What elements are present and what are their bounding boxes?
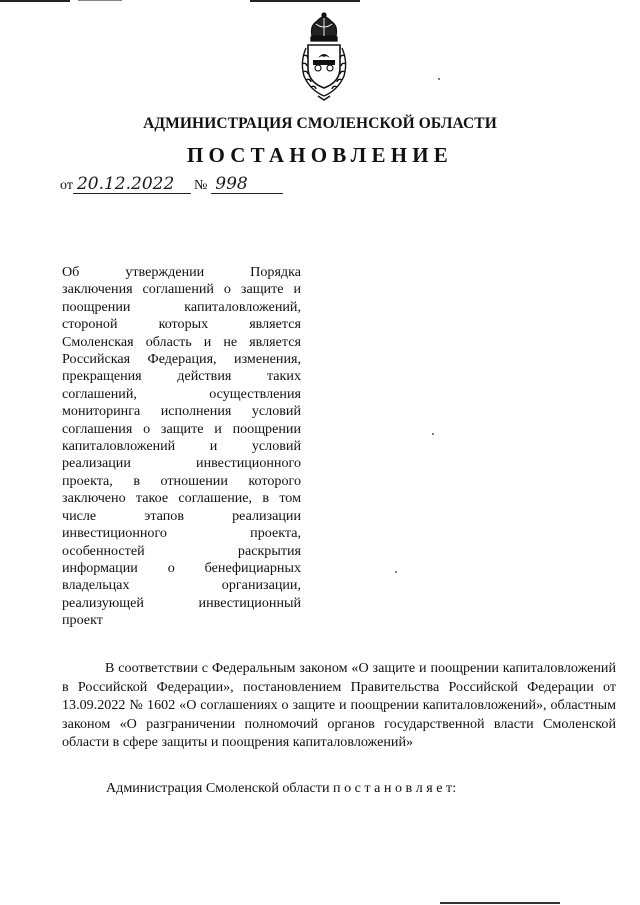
- resolve-line: Администрация Смоленской области п о с т а н о в л я е т:: [106, 780, 457, 796]
- subject-line: особенностей раскрытия: [62, 542, 301, 559]
- document-date-number-row: [60, 176, 283, 194]
- number-prefix: №: [193, 178, 208, 193]
- subject-line: заключено такое соглашение, в том: [62, 490, 301, 507]
- subject-line: соглашений, осуществления: [62, 385, 301, 402]
- subject-line: владельцах организации,: [62, 577, 301, 594]
- subject-line: соглашения о защите и поощрении: [62, 420, 301, 437]
- subject-line: информации о бенефициарных: [62, 559, 301, 576]
- subject-line: инвестиционного проекта,: [62, 525, 301, 542]
- subject-line: заключения соглашений о защите и: [62, 281, 301, 298]
- subject-line: Об утверждении Порядка: [62, 264, 301, 280]
- subject-line: числе этапов реализации: [62, 507, 301, 524]
- date-prefix: от: [60, 178, 73, 193]
- organization-title: АДМИНИСТРАЦИЯ СМОЛЕНСКОЙ ОБЛАСТИ: [143, 115, 497, 132]
- scan-artifact-top-left: [0, 0, 70, 2]
- subject-line: мониторинга исполнения условий: [62, 403, 301, 420]
- subject-line: прекращения действия таких: [62, 368, 301, 385]
- preamble-paragraph: В соответствии с Федеральным законом «О защите и поощрении капиталовложений в Российской Федерации», постановлением Правительства Российской Федерации от 13.09.2022 № 1602 «О соглашениях о защите и поощрении капиталовложений», областным законом «О разграничении полномочий органов государственной власти Смоленской области в сфере защиты и поощрения капиталовложений»: [62, 660, 616, 751]
- subject-line: проекта, в отношении которого: [62, 472, 301, 489]
- subject-line: поощрении капиталовложений,: [62, 298, 301, 315]
- document-subject: [62, 264, 301, 630]
- subject-line: капиталовложений и условий: [62, 438, 301, 455]
- scan-artifact-top-right: [250, 0, 360, 2]
- subject-line: проект: [62, 612, 103, 629]
- scan-speck: [395, 571, 397, 573]
- subject-line: Российская Федерация, изменения,: [62, 351, 301, 368]
- document-type-title: ПОСТАНОВЛЕНИЕ: [186, 143, 454, 167]
- scan-speck: [438, 78, 440, 80]
- subject-line: реализующей инвестиционный: [62, 594, 301, 611]
- scan-artifact-bottom: [440, 902, 560, 904]
- smolensk-coat-of-arms-icon: [296, 12, 352, 102]
- document-date: 20.12.2022: [73, 176, 191, 194]
- subject-line: Смоленская область и не является: [62, 333, 301, 350]
- scan-artifact-top-mid: [78, 0, 122, 1]
- document-number: 998: [211, 176, 283, 194]
- subject-line: реализации инвестиционного: [62, 455, 301, 472]
- scan-speck: [432, 433, 434, 435]
- subject-line: стороной которых является: [62, 316, 301, 333]
